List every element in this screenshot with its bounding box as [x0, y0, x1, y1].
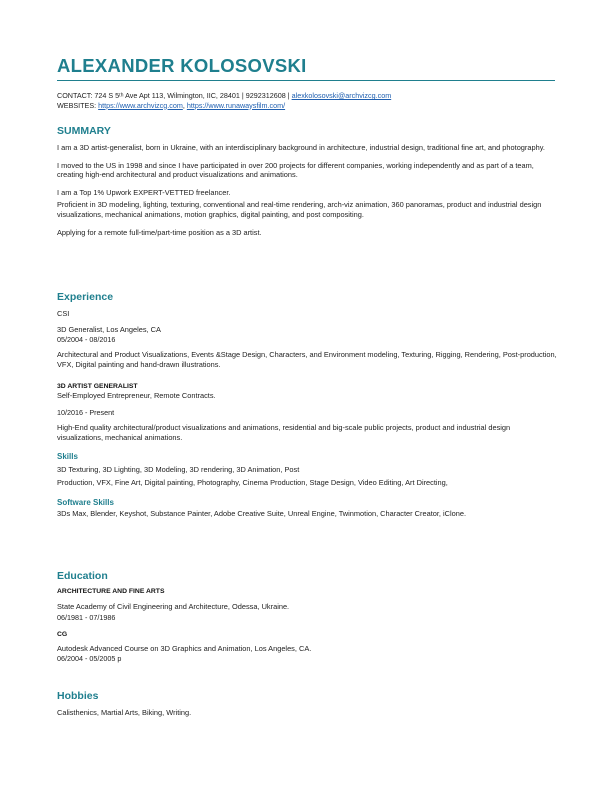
hobbies-section	[57, 690, 557, 718]
email-link[interactable]: alexkolosovski@archvizcg.com	[291, 91, 392, 100]
job-title: 3D ARTIST GENERALIST	[57, 383, 138, 391]
website-separator: ,	[182, 100, 187, 110]
education-school: Autodesk Advanced Course on 3D Graphics and Animation, Los Angeles, CA.	[57, 643, 312, 653]
education-heading: Education	[57, 570, 108, 582]
experience-section	[57, 291, 557, 519]
education-dates: 06/1981 - 07/1986	[57, 612, 116, 622]
job-dates: 05/2004 - 08/2016	[57, 335, 116, 345]
education-school: State Academy of Civil Engineering and Architecture, Odessa, Ukraine.	[57, 602, 290, 611]
education-title: ARCHITECTURE AND FINE ARTS	[57, 588, 165, 595]
header-divider	[57, 80, 555, 81]
skills-text: 3D Texturing, 3D Lighting, 3D Modeling, 3D rendering, 3D Animation, Post	[57, 465, 300, 475]
job-company: CSI	[57, 309, 70, 318]
education-title: CG	[57, 630, 68, 638]
skills-heading: Skills	[57, 452, 78, 462]
job-subtitle: Self-Employed Entrepreneur, Remote Contracts.	[57, 391, 216, 401]
candidate-name: ALEXANDER KOLOSOVSKI	[57, 55, 307, 76]
experience-heading: Experience	[57, 291, 114, 303]
contact-line	[57, 91, 557, 101]
summary-section	[57, 125, 557, 237]
summary-heading: SUMMARY	[57, 125, 111, 137]
summary-paragraph: I am a 3D artist-generalist, born in Ukraine, with an interdisciplinary background in architecture, industrial design, traditional fine art, and photography.	[57, 143, 545, 152]
summary-paragraph: Applying for a remote full-time/part-time position as a 3D artist.	[57, 227, 262, 237]
websites-line	[57, 101, 557, 111]
hobbies-heading: Hobbies	[57, 690, 99, 702]
job-description: Architectural and Product Visualizations, Events &Stage Design, Characters, and Environment modeling, Texturing, Rigging, Rendering, Post-production, VFX, Digital painting and hand-drawn illustrations.	[57, 350, 557, 369]
education-section	[57, 570, 557, 663]
education-dates: 06/2004 - 05/2005 p	[57, 654, 122, 664]
contact-text: CONTACT: 724 S 5ᵗʰ Ave Apt 113, Wilmington, IIC, 28401 | 9292312608 |	[57, 91, 292, 100]
job-description: High-End quality architectural/product visualizations and animations, residential and big-scale public projects, product and industrial design visualizations, mechanical animations.	[57, 422, 511, 442]
job-dates: 10/2016 - Present	[57, 407, 115, 417]
website-link-runawaysfilm[interactable]: https://www.runawaysfilm.com/	[186, 100, 286, 110]
summary-paragraph: I am a Top 1% Upwork EXPERT-VETTED freelancer.	[57, 187, 231, 197]
software-skills-heading: Software Skills	[57, 498, 114, 508]
website-link-archvizcg[interactable]: https://www.archvizcg.com	[98, 100, 183, 110]
job-title: 3D Generalist, Los Angeles, CA	[57, 324, 161, 334]
skills-text: Production, VFX, Fine Art, Digital painting, Photography, Cinema Production, Stage Design, Video Editing, Art Directing,	[57, 477, 448, 487]
contact-block	[57, 91, 557, 110]
resume-page	[57, 55, 557, 717]
hobbies-text: Calisthenics, Martial Arts, Biking, Writing.	[57, 708, 192, 717]
websites-label: WEBSITES:	[57, 100, 99, 110]
software-skills-text: 3Ds Max, Blender, Keyshot, Substance Painter, Adobe Creative Suite, Unreal Engine, Twinmotion, Character Creator, iClone.	[57, 509, 467, 519]
summary-paragraph: Proficient in 3D modeling, lighting, texturing, conventional and real-time rendering, arch-viz animation, 360 panoramas, product and industrial design visualizations, mechanical animations, motion graphics, digital painting, and post compositing.	[57, 200, 542, 219]
summary-paragraph: I moved to the US in 1998 and since I have participated in over 200 projects for different companies, working independently and as part of a team, creating high-end architectural and product visualizations and animations.	[57, 160, 534, 180]
